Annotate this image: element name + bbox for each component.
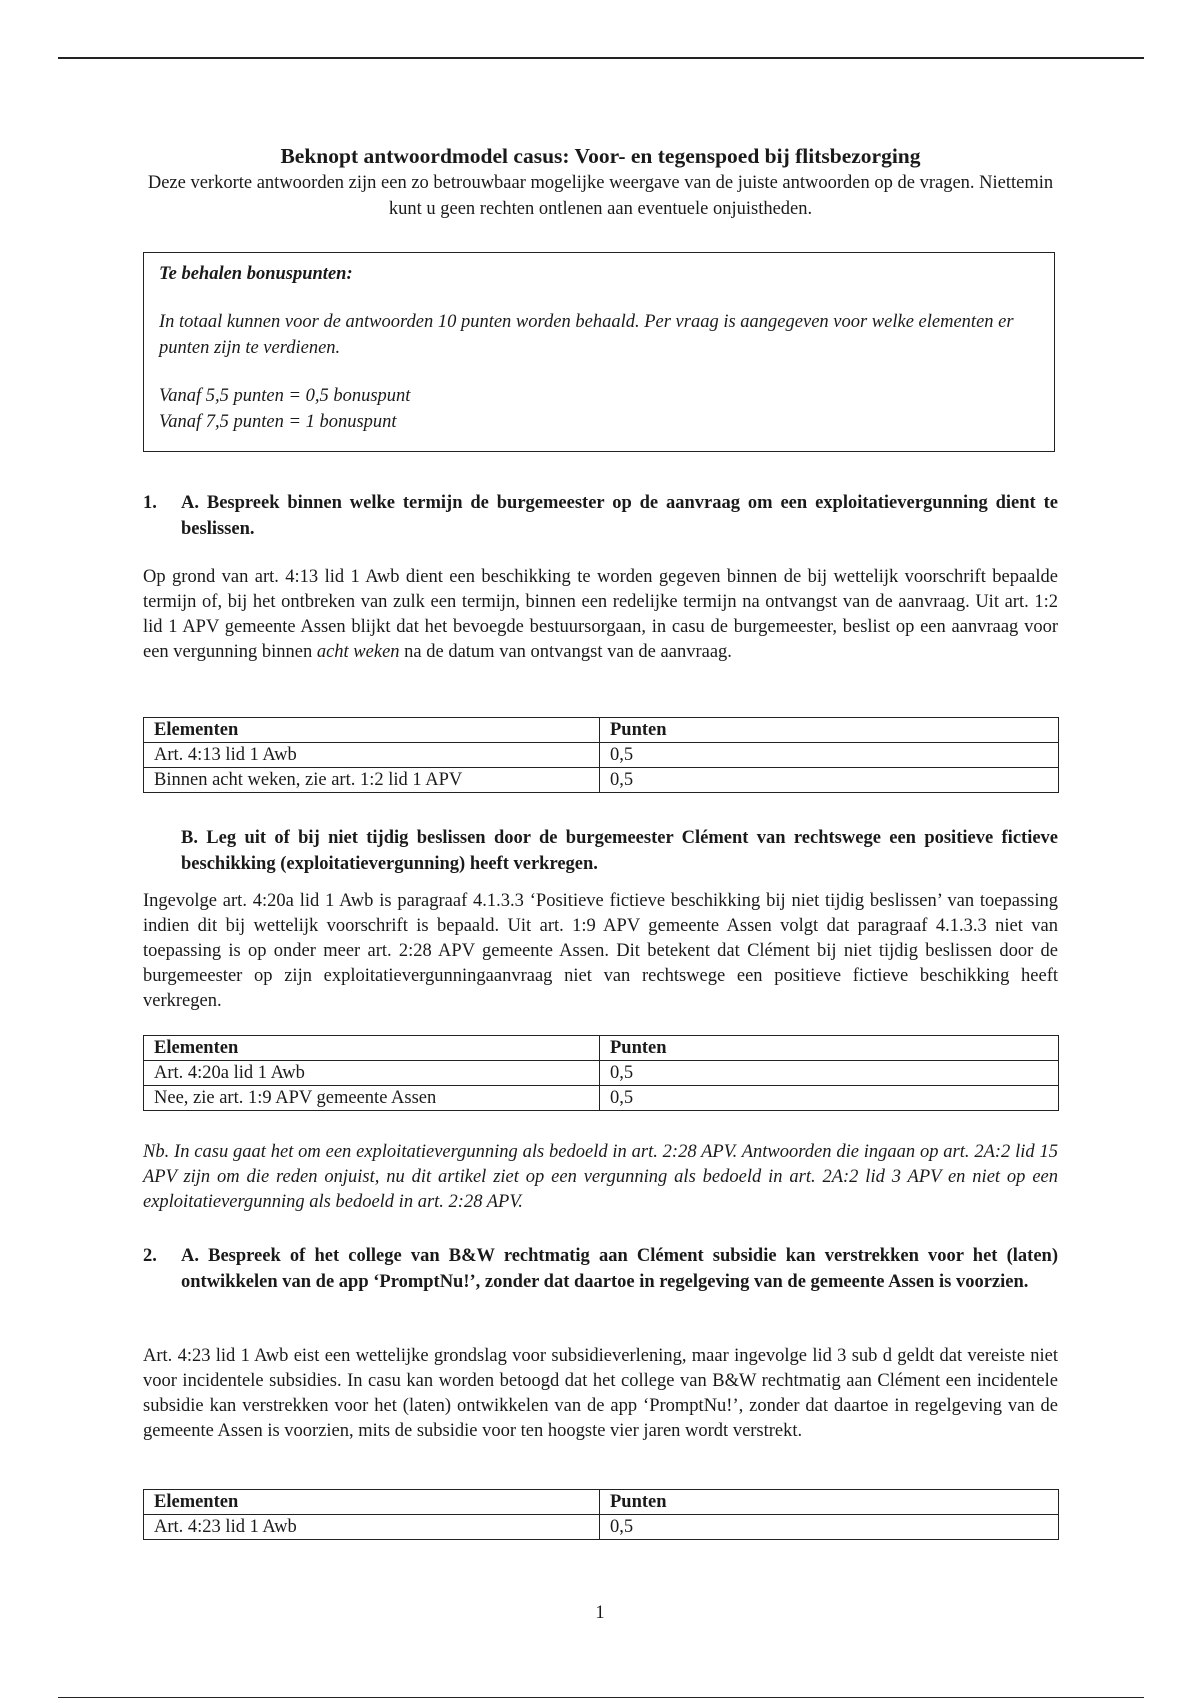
points-table-1b [143, 1035, 1059, 1111]
table-cell: Binnen acht weken, zie art. 1:2 lid 1 APV [144, 768, 600, 793]
question-text: A. Bespreek of het college van B&W rechtmatig aan Clément subsidie kan verstrekken voor het (laten) ontwikkelen van de app ‘PromptNu!’, zonder dat daartoe in regelgeving van de gemeente Assen is voorzien. [181, 1246, 1058, 1292]
question-1a [143, 490, 1058, 542]
points-table-1a [143, 717, 1059, 793]
bonus-heading: Te behalen bonuspunten: [159, 264, 353, 284]
table-cell: Art. 4:13 lid 1 Awb [144, 743, 600, 768]
question-text: B. Leg uit of bij niet tijdig beslissen door de burgemeester Clément van rechtswege een positieve fictieve beschikking (exploitatievergunning) heeft verkregen. [181, 828, 1058, 874]
bottom-rule [58, 1697, 1144, 1698]
table-row [144, 1515, 1059, 1540]
table-header-row [144, 718, 1059, 743]
column-header: Elementen [144, 1490, 600, 1515]
column-header: Punten [600, 718, 1059, 743]
answer-1a: Op grond van art. 4:13 lid 1 Awb dient een beschikking te worden gegeven binnen de bij wettelijk voorschrift bepaalde termijn of, bij het ontbreken van zulk een termijn, binnen een redelijke termijn na ontvangst van de aanvraag. Uit art. 1:2 lid 1 APV gemeente Assen blijkt dat het bevoegde bestuursorgaan, in casu de burgemeester, beslist op een aanvraag voor een vergunning binnen acht weken na de datum van ontvangst van de aanvraag. [143, 567, 1058, 662]
note-1b: Nb. In casu gaat het om een exploitatievergunning als bedoeld in art. 2:28 APV. Antwoorden die ingaan op art. 2A:2 lid 15 APV zijn om die reden onjuist, nu dit artikel ziet op een vergunning als bedoeld in art. 2A:2 lid 3 APV en niet op een exploitatievergunning als bedoeld in art. 2:28 APV. [143, 1142, 1058, 1212]
document-header [143, 143, 1058, 222]
table-cell: 0,5 [600, 768, 1059, 793]
question-2a [143, 1243, 1058, 1295]
table-cell: Nee, zie art. 1:9 APV gemeente Assen [144, 1086, 600, 1111]
emphasis-term: acht weken [316, 642, 400, 662]
bonus-intro: In totaal kunnen voor de antwoorden 10 punten worden behaald. Per vraag is aangegeven voor welke elementen er punten zijn te verdienen. [159, 312, 1014, 358]
table-cell: Art. 4:20a lid 1 Awb [144, 1061, 600, 1086]
answer-1b: Ingevolge art. 4:20a lid 1 Awb is paragraaf 4.1.3.3 ‘Positieve fictieve beschikking bij niet tijdig beslissen’ van toepassing indien dit bij wettelijk voorschrift is bepaald. Uit art. 1:9 APV gemeente Assen volgt dat paragraaf 4.1.3.3 niet van toepassing is op onder meer art. 2:28 APV gemeente Assen. Dit betekent dat Clément bij niet tijdig beslissen door de burgemeester op zijn exploitatievergunningaanvraag niet van rechtswege een positieve fictieve beschikking heeft verkregen. [143, 891, 1058, 1011]
question-text: A. Bespreek binnen welke termijn de burgemeester op de aanvraag om een exploitatievergunning dient te beslissen. [181, 493, 1058, 539]
table-header-row [144, 1490, 1059, 1515]
bonus-points-box [143, 252, 1055, 452]
answer-2a: Art. 4:23 lid 1 Awb eist een wettelijke grondslag voor subsidieverlening, maar ingevolge lid 3 sub d geldt dat vereiste niet voor incidentele subsidies. In casu kan worden betoogd dat het college van B&W rechtmatig aan Clément een incidentele subsidie kan verstrekken voor het (laten) ontwikkelen van de app ‘PromptNu!’, zonder dat daartoe in regelgeving van de gemeente Assen is voorzien, mits de subsidie voor ten hoogste vier jaren wordt verstrekt. [143, 1346, 1058, 1441]
table-row [144, 743, 1059, 768]
top-rule [58, 57, 1144, 59]
table-header-row [144, 1036, 1059, 1061]
table-row [144, 768, 1059, 793]
table-row [144, 1086, 1059, 1111]
table-cell: Art. 4:23 lid 1 Awb [144, 1515, 600, 1540]
points-table-2a [143, 1489, 1059, 1540]
table-row [144, 1061, 1059, 1086]
question-1b [143, 825, 1058, 877]
bonus-threshold-2: Vanaf 7,5 punten = 1 bonuspunt [159, 412, 397, 432]
table-cell: 0,5 [600, 1061, 1059, 1086]
document-subtitle: Deze verkorte antwoorden zijn een zo betrouwbaar mogelijke weergave van de juiste antwoorden op de vragen. Niettemin kunt u geen rechten ontlenen aan eventuele onjuistheden. [147, 173, 1054, 219]
column-header: Punten [600, 1490, 1059, 1515]
column-header: Elementen [144, 718, 600, 743]
bonus-threshold-1: Vanaf 5,5 punten = 0,5 bonuspunt [159, 386, 411, 406]
column-header: Punten [600, 1036, 1059, 1061]
document-title: Beknopt antwoordmodel casus: Voor- en tegenspoed bij flitsbezorging [280, 144, 921, 168]
question-number: 2. [143, 1246, 157, 1266]
page-number: 1 [595, 1603, 605, 1623]
table-cell: 0,5 [600, 1086, 1059, 1111]
column-header: Elementen [144, 1036, 600, 1061]
question-number: 1. [143, 493, 157, 513]
table-cell: 0,5 [600, 743, 1059, 768]
table-cell: 0,5 [600, 1515, 1059, 1540]
